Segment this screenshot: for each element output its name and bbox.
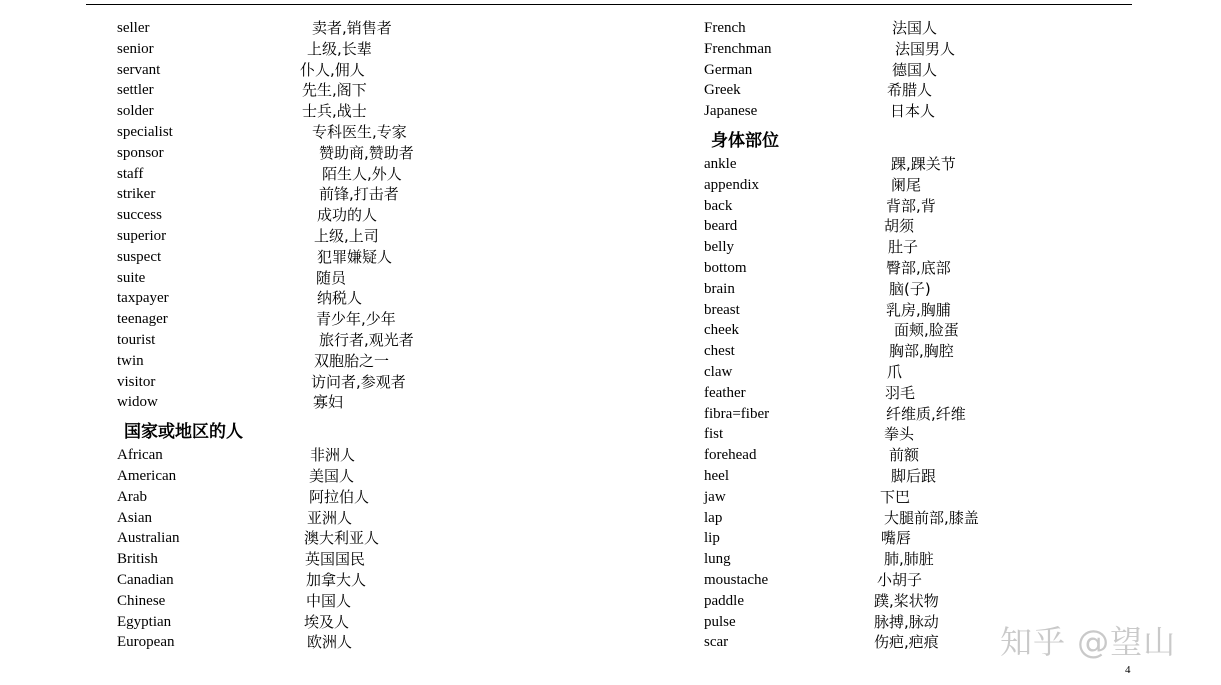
english-word: suite	[117, 269, 146, 286]
vocab-row	[704, 528, 1221, 549]
chinese-meaning: 前锋,打击者	[319, 185, 399, 204]
english-word: heel	[704, 467, 729, 484]
english-word: settler	[117, 82, 154, 99]
vocab-row	[117, 632, 637, 653]
english-word: specialist	[117, 123, 173, 140]
english-word: Chinese	[117, 592, 166, 609]
vocab-row	[117, 18, 637, 39]
chinese-meaning: 臀部,底部	[886, 258, 951, 277]
english-word: German	[704, 61, 753, 78]
english-word: Asian	[117, 509, 152, 526]
vocab-list-nationalities-cont	[704, 18, 1221, 122]
english-word: American	[117, 467, 177, 484]
english-word: seller	[117, 20, 150, 36]
english-word: cheek	[704, 322, 739, 339]
vocab-row	[704, 39, 1221, 60]
vocab-row	[117, 466, 637, 487]
vocab-row	[704, 279, 1221, 300]
english-word: striker	[117, 186, 156, 203]
chinese-meaning: 随员	[316, 268, 347, 287]
chinese-meaning: 脑(子)	[889, 279, 931, 298]
vocab-row	[704, 258, 1221, 279]
chinese-meaning: 前额	[889, 446, 920, 465]
chinese-meaning: 中国人	[306, 591, 352, 610]
vocab-row	[704, 549, 1221, 570]
vocab-row	[704, 466, 1221, 487]
chinese-meaning: 旅行者,观光者	[319, 330, 414, 349]
english-word: superior	[117, 227, 167, 244]
english-word: pulse	[704, 613, 736, 630]
chinese-meaning: 肚子	[888, 238, 919, 257]
vocab-row	[117, 268, 637, 289]
vocab-row	[704, 341, 1221, 362]
chinese-meaning: 肺,肺脏	[884, 550, 934, 569]
chinese-meaning: 加拿大人	[306, 570, 367, 589]
english-word: suspect	[117, 248, 162, 265]
english-word: back	[704, 197, 733, 214]
vocab-row	[704, 508, 1221, 529]
vocab-row	[117, 60, 637, 81]
chinese-meaning: 青少年,少年	[316, 310, 396, 329]
chinese-meaning: 成功的人	[317, 206, 378, 225]
chinese-meaning: 英国国民	[305, 550, 366, 569]
english-word: bottom	[704, 259, 747, 276]
chinese-meaning: 纤维质,纤维	[886, 404, 966, 423]
chinese-meaning: 阿拉伯人	[309, 487, 370, 506]
chinese-meaning: 德国人	[892, 60, 938, 79]
vocab-row	[117, 612, 637, 633]
english-word: servant	[117, 61, 161, 78]
chinese-meaning: 陌生人,外人	[322, 164, 402, 183]
vocab-list-people	[117, 18, 637, 413]
chinese-meaning: 嘴唇	[881, 529, 912, 548]
english-word: French	[704, 20, 746, 36]
chinese-meaning: 阑尾	[891, 175, 922, 194]
chinese-meaning: 踝,踝关节	[891, 154, 956, 173]
chinese-meaning: 法国男人	[895, 39, 956, 58]
english-word: tourist	[117, 331, 156, 348]
english-word: breast	[704, 301, 740, 318]
vocab-row	[704, 101, 1221, 122]
english-word: moustache	[704, 571, 769, 588]
vocab-row	[704, 196, 1221, 217]
left-column	[117, 18, 637, 653]
vocab-row	[117, 184, 637, 205]
english-word: sponsor	[117, 144, 164, 161]
vocab-row	[117, 247, 637, 268]
english-word: feather	[704, 384, 746, 401]
vocab-row	[117, 528, 637, 549]
english-word: forehead	[704, 447, 757, 464]
english-word: African	[117, 447, 163, 464]
english-word: brain	[704, 280, 735, 297]
english-word: lap	[704, 509, 723, 526]
vocab-row	[704, 591, 1221, 612]
vocab-row	[117, 288, 637, 309]
chinese-meaning: 爪	[887, 362, 903, 381]
chinese-meaning: 士兵,战士	[302, 102, 367, 121]
vocab-row	[704, 154, 1221, 175]
vocab-row	[704, 424, 1221, 445]
vocab-row	[704, 18, 1221, 39]
chinese-meaning: 寡妇	[313, 393, 344, 412]
english-word: staff	[117, 165, 144, 182]
english-word: lung	[704, 551, 731, 568]
english-word: widow	[117, 394, 158, 411]
chinese-meaning: 访问者,参观者	[311, 372, 406, 391]
right-column	[704, 18, 1221, 653]
chinese-meaning: 羽毛	[885, 383, 916, 402]
chinese-meaning: 犯罪嫌疑人	[317, 247, 393, 266]
vocab-list-nationalities	[117, 445, 637, 653]
english-word: appendix	[704, 176, 759, 193]
vocab-row	[704, 175, 1221, 196]
chinese-meaning: 希腊人	[887, 81, 933, 100]
english-word: solder	[117, 103, 154, 120]
english-word: senior	[117, 40, 154, 57]
vocab-row	[704, 362, 1221, 383]
chinese-meaning: 澳大利亚人	[304, 529, 380, 548]
vocab-list-body-parts	[704, 154, 1221, 653]
chinese-meaning: 欧洲人	[307, 633, 353, 652]
vocab-row	[117, 80, 637, 101]
page-number: 4	[1125, 664, 1131, 676]
english-word: Japanese	[704, 103, 758, 120]
english-word: Arab	[117, 488, 147, 505]
english-word: visitor	[117, 373, 156, 390]
vocab-row	[704, 383, 1221, 404]
chinese-meaning: 法国人	[892, 19, 938, 37]
english-word: scar	[704, 634, 729, 651]
english-word: twin	[117, 352, 144, 369]
english-word: paddle	[704, 592, 744, 609]
chinese-meaning: 大腿前部,膝盖	[884, 508, 979, 527]
chinese-meaning: 胡须	[884, 217, 915, 236]
vocab-row	[117, 549, 637, 570]
vocab-row	[117, 570, 637, 591]
english-word: Australian	[117, 530, 180, 547]
vocab-row	[117, 508, 637, 529]
chinese-meaning: 专科医生,专家	[312, 122, 407, 141]
top-rule	[86, 4, 1132, 5]
chinese-meaning: 下巴	[880, 487, 911, 506]
vocab-row	[117, 330, 637, 351]
english-word: taxpayer	[117, 290, 169, 307]
watermark-text: 知乎 @望山	[1000, 623, 1177, 661]
section-heading-nationalities: 国家或地区的人	[124, 422, 243, 443]
vocab-row	[117, 143, 637, 164]
vocab-row	[704, 487, 1221, 508]
vocab-row	[704, 445, 1221, 466]
english-word: European	[117, 634, 175, 651]
vocab-row	[117, 487, 637, 508]
chinese-meaning: 埃及人	[304, 612, 350, 631]
chinese-meaning: 胸部,胸腔	[889, 342, 954, 361]
english-word: British	[117, 551, 158, 568]
section-heading-body-parts: 身体部位	[711, 130, 779, 151]
english-word: success	[117, 207, 162, 224]
chinese-meaning: 仆人,佣人	[300, 60, 365, 79]
english-word: jaw	[704, 488, 726, 505]
vocab-row	[117, 101, 637, 122]
english-word: fist	[704, 426, 724, 443]
vocab-row	[117, 205, 637, 226]
chinese-meaning: 双胞胎之一	[314, 351, 390, 370]
chinese-meaning: 伤疤,疤痕	[874, 633, 939, 652]
english-word: chest	[704, 343, 735, 360]
vocab-row	[117, 445, 637, 466]
chinese-meaning: 卖者,销售者	[312, 19, 392, 37]
chinese-meaning: 亚洲人	[307, 508, 353, 527]
chinese-meaning: 乳房,胸脯	[886, 300, 951, 319]
vocab-row	[117, 226, 637, 247]
chinese-meaning: 美国人	[309, 466, 355, 485]
chinese-meaning: 先生,阁下	[302, 81, 367, 100]
vocab-row	[117, 351, 637, 372]
english-word: Egyptian	[117, 613, 172, 630]
vocab-row	[117, 392, 637, 413]
vocab-row	[704, 237, 1221, 258]
english-word: lip	[704, 530, 720, 547]
chinese-meaning: 上级,上司	[314, 226, 379, 245]
chinese-meaning: 纳税人	[317, 289, 363, 308]
chinese-meaning: 背部,背	[886, 196, 936, 215]
english-word: fibra=fiber	[704, 405, 770, 422]
english-word: ankle	[704, 155, 737, 172]
vocab-row	[704, 216, 1221, 237]
chinese-meaning: 拳头	[884, 425, 915, 444]
english-word: Frenchman	[704, 40, 772, 57]
vocab-row	[117, 164, 637, 185]
vocab-row	[117, 39, 637, 60]
chinese-meaning: 面颊,脸蛋	[894, 321, 959, 340]
chinese-meaning: 上级,长辈	[307, 39, 372, 58]
chinese-meaning: 日本人	[890, 102, 936, 121]
vocab-row	[704, 80, 1221, 101]
english-word: claw	[704, 363, 733, 380]
vocab-row	[704, 570, 1221, 591]
vocab-row	[704, 300, 1221, 321]
chinese-meaning: 蹼,桨状物	[874, 591, 939, 610]
vocab-row	[117, 122, 637, 143]
vocab-row	[704, 320, 1221, 341]
english-word: Greek	[704, 82, 741, 99]
vocab-row	[117, 591, 637, 612]
vocab-row	[704, 60, 1221, 81]
english-word: beard	[704, 218, 738, 235]
chinese-meaning: 脉搏,脉动	[874, 612, 939, 631]
vocab-row	[117, 372, 637, 393]
vocab-row	[117, 309, 637, 330]
chinese-meaning: 赞助商,赞助者	[319, 143, 414, 162]
vocab-row	[704, 404, 1221, 425]
english-word: belly	[704, 239, 734, 256]
chinese-meaning: 非洲人	[310, 446, 356, 465]
english-word: teenager	[117, 311, 168, 328]
chinese-meaning: 脚后跟	[891, 466, 937, 485]
chinese-meaning: 小胡子	[877, 570, 923, 589]
english-word: Canadian	[117, 571, 174, 588]
